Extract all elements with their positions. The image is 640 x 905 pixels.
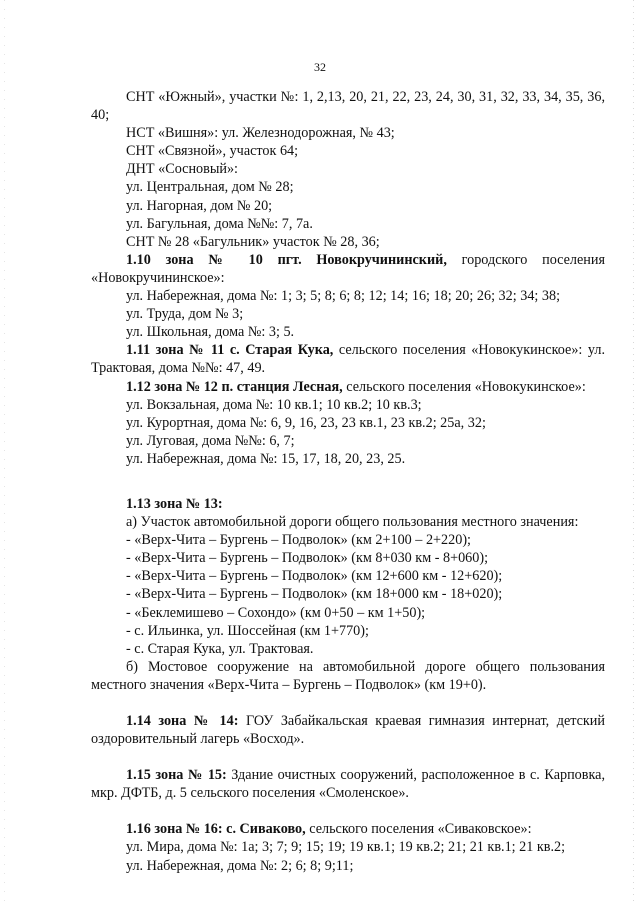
text-line: ул. Луговая, дома №№: 6, 7; — [126, 432, 295, 449]
text-line: ул. Набережная, дома №: 2; 6; 8; 9;11; — [126, 857, 354, 874]
text-line: - «Верх-Чита – Бургень – Подволок» (км 8+030 км - 8+060); — [126, 550, 489, 567]
text-line: ул. Вокзальная, дома №: 10 кв.1; 10 кв.2; 10 кв.3; — [126, 396, 422, 413]
section-1-15 — [91, 766, 605, 802]
section-heading: 1.15 зона № 15: — [126, 767, 227, 784]
section-text: городского поселения «Новокручининское»: — [91, 251, 605, 286]
section-heading: 1.11 зона № 11 с. Старая Кука, — [126, 342, 334, 359]
text-line: - «Верх-Чита – Бургень – Подволок» (км 12+600 км - 12+620); — [126, 568, 503, 585]
section-1-12 — [91, 378, 605, 396]
text-line: ул. Мира, дома №: 1а; 3; 7; 9; 15; 19; 19 кв.1; 19 кв.2; 21; 21 кв.1; 21 кв.2; — [126, 839, 566, 856]
section-heading: 1.16 зона № 16: с. Сиваково, — [126, 821, 306, 838]
text-line: ул. Нагорная, дом № 20; — [126, 197, 273, 214]
section-1-13 — [91, 495, 605, 513]
section-text: сельского поселения «Новокукинское»: ул. Трактовая, дома №№: 47, 49. — [91, 342, 605, 377]
section-heading: 1.12 зона № 12 п. станция Лесная, — [126, 378, 343, 395]
text-line: НСТ «Вишня»: ул. Железнодорожная, № 43; — [126, 125, 395, 142]
text-line: СНТ «Южный», участки №: 1, 2,13, 20, 21, 22, 23, 24, 30, 31, 32, 33, 34, 35, 36, 40; — [91, 89, 605, 124]
text-line: ул. Набережная, дома №: 1; 3; 5; 8; 6; 8; 12; 14; 16; 18; 20; 26; 32; 34; 38; — [126, 288, 561, 305]
section-text: сельского поселения «Новокукинское»: — [342, 378, 586, 395]
text-line: СНТ № 28 «Багульник» участок № 28, 36; — [126, 233, 380, 250]
text-line: ул. Багульная, дома №№: 7, 7а. — [126, 215, 313, 232]
text-line: - «Беклемишево – Сохондо» (км 0+50 – км 1+50); — [126, 604, 426, 621]
section-1-10 — [91, 251, 605, 287]
text-line: ул. Набережная, дома №: 15, 17, 18, 20, 23, 25. — [126, 450, 406, 467]
section-text: ГОУ Забайкальская краевая гимназия интернат, детский оздоровительный лагерь «Восход». — [91, 713, 605, 748]
text-line: ул. Школьная, дома №: 3; 5. — [126, 324, 295, 341]
text-line: б) Мостовое сооружение на автомобильной дороге общего пользования местного значения «Верх-Чита – Бургень – Подволок» (км 19+0). — [91, 658, 605, 693]
text-line: ДНТ «Сосновый»: — [126, 161, 238, 178]
page-number: 32 — [314, 60, 326, 74]
section-heading: 1.13 зона № 13: — [126, 495, 223, 512]
text-line: - с. Ильинка, ул. Шоссейная (км 1+770); — [126, 622, 369, 639]
document-body — [91, 88, 605, 875]
text-line: а) Участок автомобильной дороги общего пользования местного значения: — [126, 514, 579, 531]
section-text: сельского поселения «Сиваковское»: — [305, 821, 532, 838]
text-line: СНТ «Связной», участок 64; — [126, 143, 299, 160]
text-line: - «Верх-Чита – Бургень – Подволок» (км 18+000 км - 18+020); — [126, 586, 503, 603]
scan-edge-left — [4, 0, 5, 905]
section-text: Здание очистных сооружений, расположенное в с. Карповка, мкр. ДФТБ, д. 5 сельского поселения «Смоленское». — [91, 767, 605, 802]
scan-edge-right — [633, 0, 634, 905]
text-line: ул. Центральная, дом № 28; — [126, 179, 294, 196]
section-heading: 1.10 зона № 10 пгт. Новокручининский, — [126, 251, 447, 268]
section-heading: 1.14 зона № 14: — [126, 713, 239, 729]
text-line: ул. Труда, дом № 3; — [126, 306, 244, 323]
text-line: - с. Старая Кука, ул. Трактовая. — [126, 640, 314, 657]
text-line: ул. Курортная, дома №: 6, 9, 16, 23, 23 кв.1, 23 кв.2; 25а, 32; — [126, 414, 486, 431]
section-1-16 — [91, 820, 605, 838]
text-line: - «Верх-Чита – Бургень – Подволок» (км 2+100 – 2+220); — [126, 532, 471, 549]
section-1-14 — [91, 712, 605, 748]
section-1-11 — [91, 341, 605, 377]
